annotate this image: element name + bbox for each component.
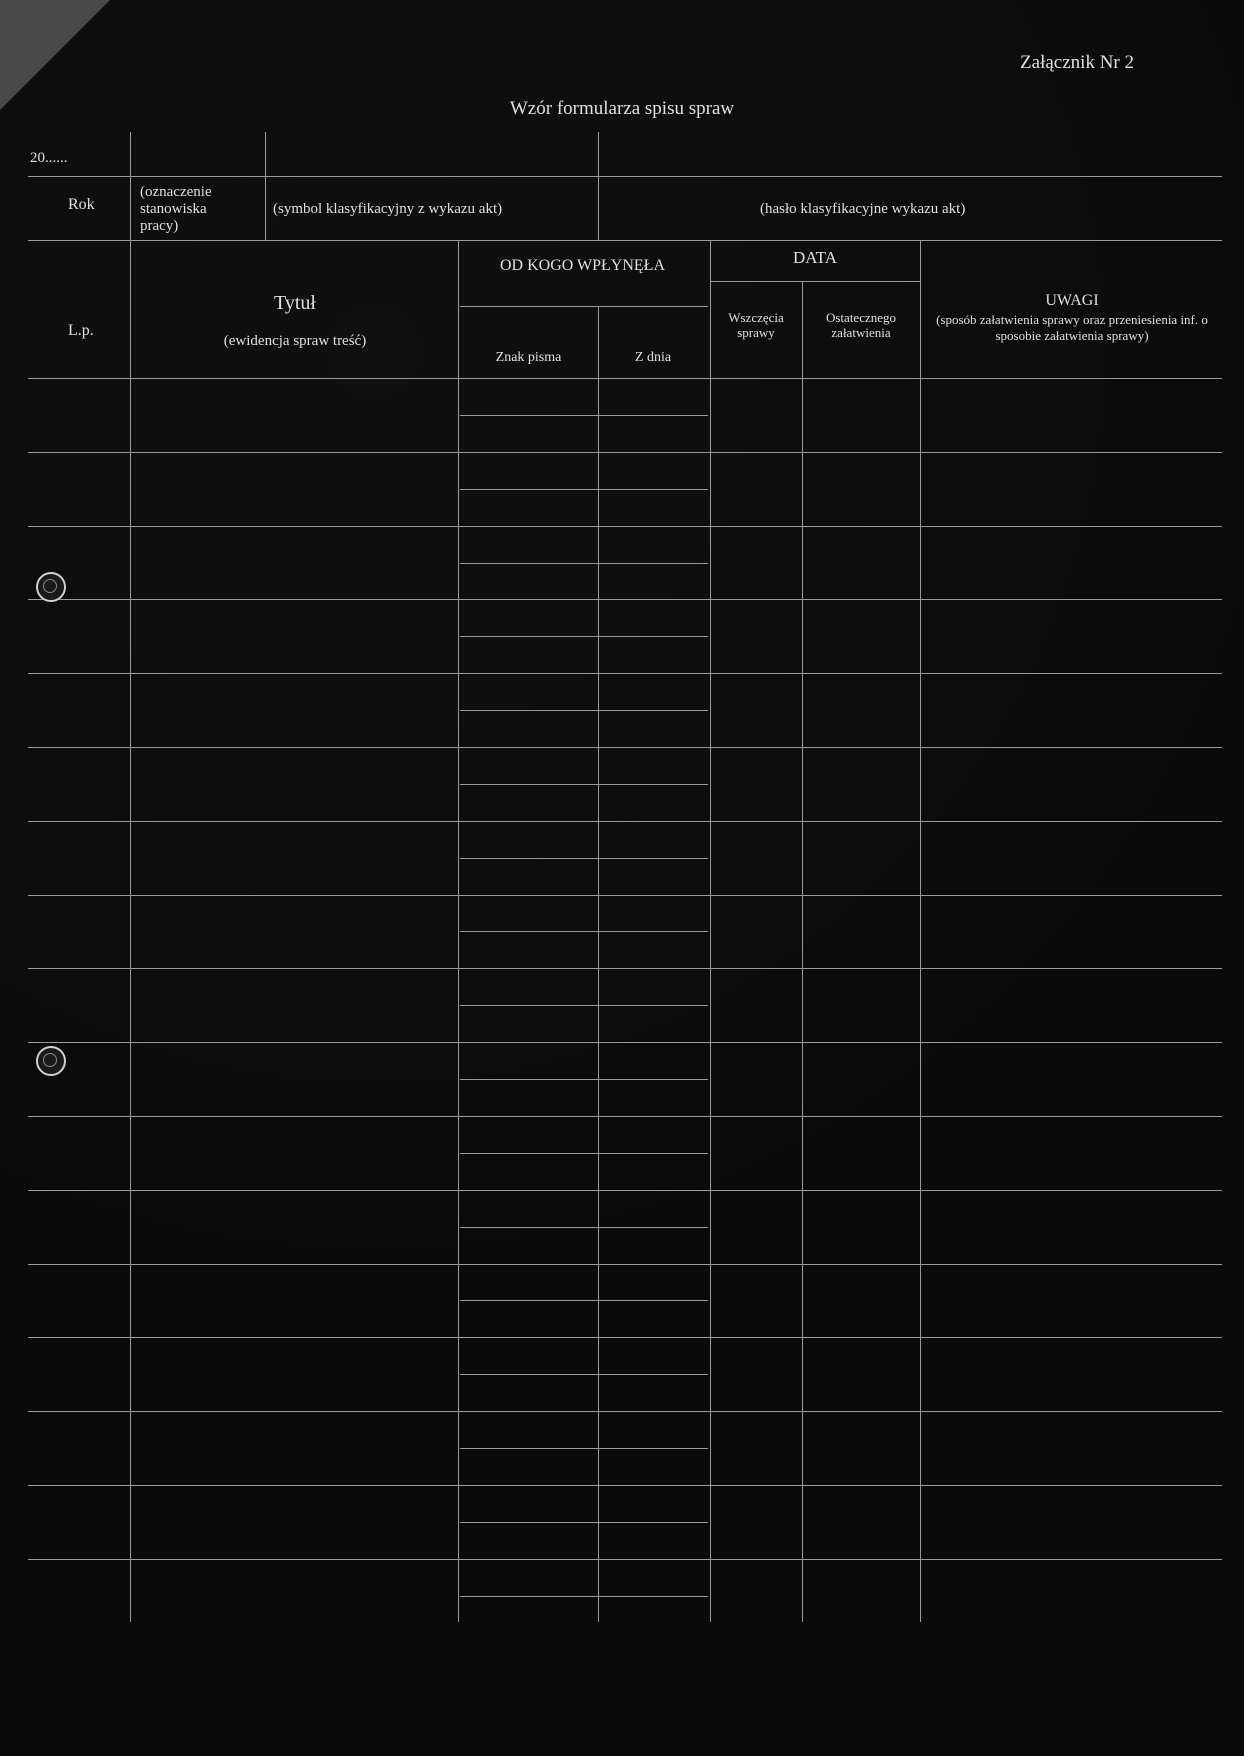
rule-line [460,563,708,564]
z-dnia-header: Z dnia [634,350,672,365]
rule-line [28,1559,1222,1560]
rule-line [28,526,1222,527]
tytul-subheader: (ewidencja spraw treść) [223,333,367,349]
haslo-label: (hasło klasyfikacyjne wykazu akt) [760,201,966,217]
rule-line [460,710,708,711]
od-kogo-header: OD KOGO WPŁYNĘŁA [499,257,666,274]
uwagi-header: UWAGI [1045,292,1099,309]
rule-line [460,1153,708,1154]
rule-line [28,895,1222,896]
rule-line [460,1300,708,1301]
rule-line [598,306,599,1622]
rule-line [710,281,920,282]
rok-label: Rok [68,196,95,213]
rule-line [28,1337,1222,1338]
rule-line [130,240,131,1622]
rule-line [460,1079,708,1080]
ostatecznego-header: Ostatecznego załatwienia [825,310,897,340]
rule-line [460,931,708,932]
stanowisko-label: (oznaczenie stanowiska pracy) [140,184,212,234]
uwagi-subheader: (sposób załatwienia sprawy oraz przeniesienia inf. o sposobie załatwienia sprawy) [936,312,1208,343]
punch-hole-icon [36,572,66,602]
rule-line [460,306,708,307]
rule-line [28,599,1222,600]
form-title: Wzór formularza spisu spraw [509,98,735,119]
rule-line [460,489,708,490]
rule-line [28,747,1222,748]
rule-line [28,821,1222,822]
rule-line [28,452,1222,453]
rule-line [28,1190,1222,1191]
year-field: 20...... [30,150,68,166]
rule-line [28,176,1222,177]
rule-line [28,1485,1222,1486]
rule-line [460,415,708,416]
punch-hole-icon [36,1046,66,1076]
rule-line [460,1522,708,1523]
attachment-label: Załącznik Nr 2 [1020,52,1134,73]
rule-line [460,858,708,859]
rule-line [28,1411,1222,1412]
rule-line [460,1374,708,1375]
rule-line [28,378,1222,379]
rule-line [460,1227,708,1228]
lp-header: L.p. [68,322,94,339]
wszczecia-header: Wszczęcia sprawy [728,310,784,340]
rule-line [460,1596,708,1597]
rule-line [28,1116,1222,1117]
rule-line [28,1264,1222,1265]
rule-line [458,240,459,1622]
rule-line [460,1005,708,1006]
rule-line [28,968,1222,969]
rule-line [265,132,266,240]
folded-corner [0,0,110,110]
rule-line [28,673,1222,674]
rule-line [598,132,599,240]
rule-line [460,636,708,637]
rule-line [28,240,1222,241]
symbol-label: (symbol klasyfikacyjny z wykazu akt) [273,201,503,217]
rule-line [802,281,803,1622]
tytul-header: Tytuł [274,292,316,314]
rule-line [460,1448,708,1449]
rule-line [710,240,711,1622]
data-header: DATA [793,248,837,267]
znak-pisma-header: Znak pisma [495,350,562,365]
rule-line [28,1042,1222,1043]
rule-line [460,784,708,785]
rule-line [130,132,131,240]
rule-line [920,240,921,1622]
